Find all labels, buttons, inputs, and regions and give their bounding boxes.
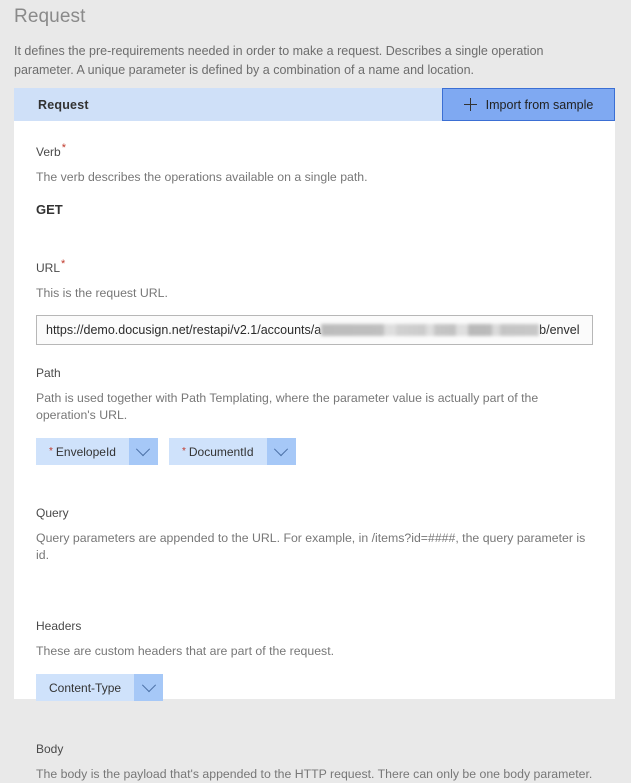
path-parameter-envelopeid-required-marker: * bbox=[49, 446, 53, 457]
body-label: Body bbox=[36, 742, 64, 756]
verb-help-text: The verb describes the operations available on a single path. bbox=[36, 170, 368, 184]
path-parameter-documentid-label bbox=[169, 438, 267, 465]
url-label bbox=[36, 258, 593, 275]
header-parameter-content-type-label bbox=[36, 674, 134, 701]
header-parameter-content-type[interactable] bbox=[36, 674, 163, 701]
chevron-down-icon bbox=[141, 678, 155, 692]
headers-help-text: These are custom headers that are part of the request. bbox=[36, 644, 335, 658]
path-parameter-envelopeid[interactable] bbox=[36, 438, 158, 465]
request-card bbox=[14, 88, 615, 781]
verb-value[interactable]: GET bbox=[36, 202, 63, 217]
path-parameter-envelopeid-label bbox=[36, 438, 129, 465]
path-help-text: Path is used together with Path Templating, where the parameter value is actually part of the operation's URL. bbox=[36, 391, 539, 422]
redacted-account-id bbox=[321, 324, 539, 336]
import-from-sample-label: Import from sample bbox=[485, 97, 594, 112]
url-value-prefix: https://demo.docusign.net/restapi/v2.1/accounts/a bbox=[46, 323, 322, 337]
header-parameter-content-type-name: Content-Type bbox=[49, 680, 122, 695]
card-header-title: Request bbox=[38, 97, 89, 112]
path-parameter-documentid[interactable] bbox=[169, 438, 296, 465]
path-parameter-envelopeid-dropdown[interactable] bbox=[129, 438, 158, 465]
url-help-text: This is the request URL. bbox=[36, 286, 168, 300]
spacer bbox=[36, 701, 593, 721]
path-label: Path bbox=[36, 366, 61, 380]
chevron-down-icon bbox=[274, 442, 288, 456]
verb-required-marker: * bbox=[61, 142, 66, 154]
path-parameter-list bbox=[36, 438, 593, 465]
path-parameter-documentid-required-marker: * bbox=[181, 446, 186, 457]
card-body bbox=[14, 142, 615, 783]
path-parameter-envelopeid-name: EnvelopeId bbox=[55, 444, 116, 459]
path-parameter-documentid-name: DocumentId bbox=[188, 444, 254, 459]
plus-icon bbox=[464, 98, 477, 111]
headers-label: Headers bbox=[36, 619, 82, 633]
url-input[interactable] bbox=[36, 315, 593, 345]
path-parameter-documentid-dropdown[interactable] bbox=[267, 438, 296, 465]
url-label-text: URL bbox=[36, 261, 61, 275]
body-help-text: The body is the payload that's appended to the HTTP request. There can only be one body parameter. bbox=[36, 767, 593, 781]
card-header bbox=[14, 88, 615, 121]
import-from-sample-button[interactable] bbox=[442, 88, 615, 121]
spacer bbox=[36, 217, 593, 237]
verb-label-text: Verb bbox=[36, 145, 61, 159]
url-required-marker: * bbox=[61, 258, 66, 270]
chevron-down-icon bbox=[136, 442, 150, 456]
spacer bbox=[36, 465, 593, 485]
page-description: It defines the pre-requirements needed in order to make a request. Describes a single operation parameter. A unique parameter is defined by a combination of a name and location. bbox=[14, 44, 544, 77]
spacer bbox=[36, 564, 593, 598]
header-parameter-content-type-dropdown[interactable] bbox=[134, 674, 163, 701]
query-help-text: Query parameters are appended to the URL. For example, in /items?id=####, the query parameter is id. bbox=[36, 531, 586, 562]
verb-label bbox=[36, 142, 593, 159]
url-value-suffix: b/envel bbox=[539, 323, 580, 337]
query-label: Query bbox=[36, 506, 69, 520]
page-title: Request bbox=[14, 6, 86, 27]
header-parameter-list bbox=[36, 674, 593, 701]
